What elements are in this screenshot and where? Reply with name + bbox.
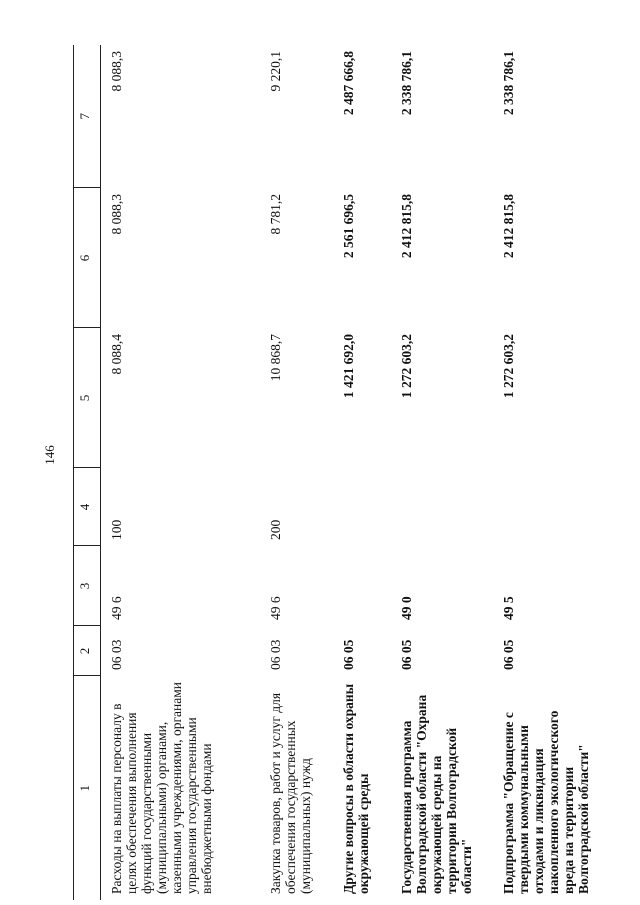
row-value-7: 2 338 786,1 — [500, 51, 516, 116]
row-type — [395, 468, 497, 546]
row-type — [497, 468, 607, 546]
row-name: Закупка товаров, работ и услуг для обеспечения государственных (муниципальных) нужд — [267, 692, 313, 894]
row-value-5: 1 272 603,2 — [500, 334, 516, 399]
column-header: 6 — [74, 188, 101, 328]
row-target — [337, 546, 395, 626]
row-value-7: 2 338 786,1 — [398, 51, 414, 116]
column-header: 7 — [74, 45, 101, 188]
row-target: 49 6 — [267, 596, 283, 620]
row-name: Государственная программа Волгоградской области "Охрана окружающей среды на территории Волгоградской области" — [398, 694, 474, 894]
table-row — [264, 45, 337, 900]
row-value-6: 2 412 815,8 — [500, 194, 516, 259]
row-target: 49 0 — [398, 596, 414, 620]
row-type: 200 — [267, 519, 283, 540]
row-value-5: 8 088,4 — [109, 334, 124, 375]
budget-table — [73, 45, 606, 900]
table-row — [497, 45, 607, 900]
table-row — [101, 45, 264, 900]
column-header: 4 — [74, 468, 101, 546]
budget-table-container — [73, 45, 606, 900]
row-value-5: 10 868,7 — [267, 334, 283, 382]
column-header: 2 — [74, 626, 101, 676]
row-target: 49 6 — [109, 596, 124, 620]
row-type: 100 — [109, 519, 124, 540]
table-row — [395, 45, 497, 900]
row-type — [337, 468, 395, 546]
row-section: 06 05 — [500, 639, 516, 670]
row-value-5: 1 272 603,2 — [398, 334, 414, 399]
row-value-7: 9 220,1 — [267, 51, 283, 92]
column-header: 1 — [74, 676, 101, 900]
column-header: 3 — [74, 546, 101, 626]
row-name: Другие вопросы в области охраны окружающей среды — [340, 683, 371, 894]
row-value-5: 1 421 692,0 — [340, 334, 356, 399]
row-value-7: 8 088,3 — [109, 51, 124, 92]
row-value-6: 2 412 815,8 — [398, 194, 414, 259]
table-row — [337, 45, 395, 900]
row-target: 49 5 — [500, 596, 516, 620]
row-value-7: 2 487 666,8 — [340, 51, 356, 116]
row-section: 06 05 — [340, 639, 356, 670]
column-header: 5 — [74, 328, 101, 468]
row-section: 06 03 — [109, 639, 124, 670]
rotated-page-area — [73, 45, 606, 900]
row-section: 06 05 — [398, 639, 414, 670]
row-name: Расходы на выплаты персоналу в целях обеспечения выполнения функций государственными (муниципальными) органами, казенными учреждениями, органами управления государственными внебюджетными фондами — [109, 682, 214, 894]
row-section: 06 03 — [267, 639, 283, 670]
row-name: Подпрограмма "Обращение с твердыми коммунальными отходами и ликвидация накопленного экологического вреда на территории Волгоградской области" — [500, 710, 591, 894]
row-value-6: 8 781,2 — [267, 194, 283, 235]
row-value-6: 2 561 696,5 — [340, 194, 356, 259]
row-value-6: 8 088,3 — [109, 194, 124, 235]
page-number: 146 — [42, 445, 57, 465]
table-header-row — [74, 45, 101, 900]
